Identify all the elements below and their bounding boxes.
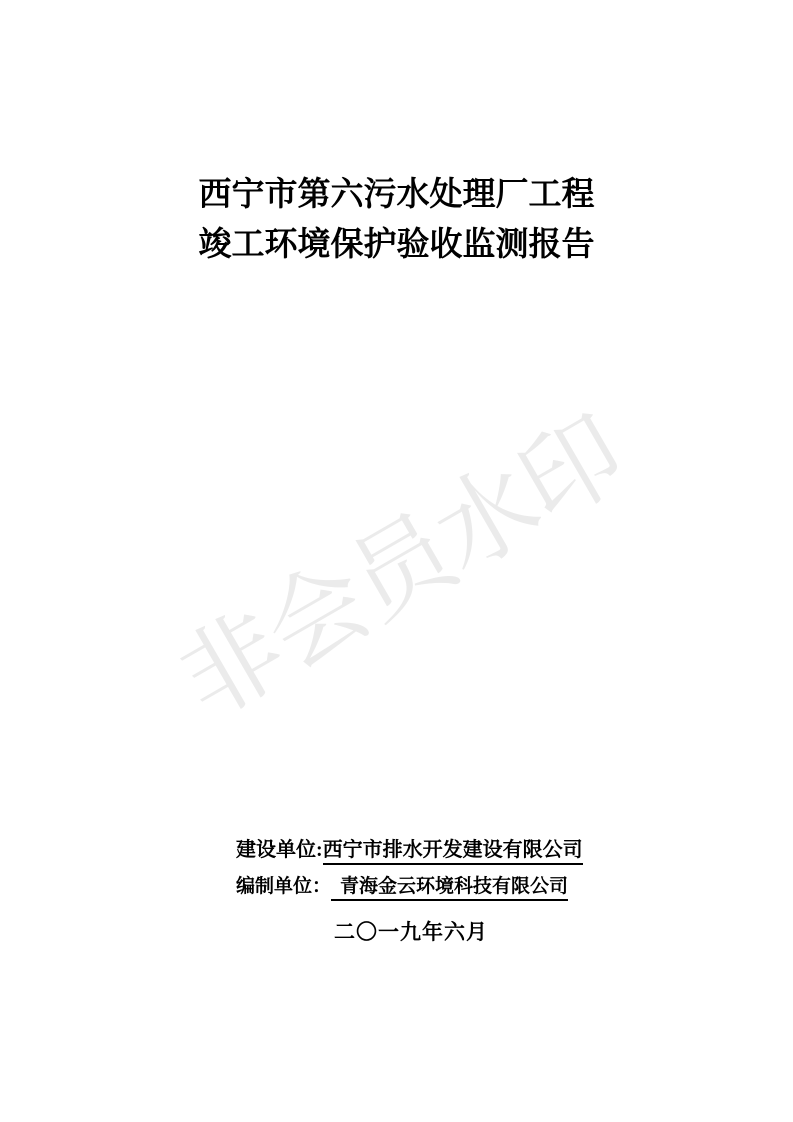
compiler-name: 青海金云环境科技有限公司 [340,876,569,897]
watermark-text: 非会员水印 [161,396,642,739]
builder-line [236,833,583,862]
builder-label: 建设单位: [236,839,323,861]
title-line-1: 西宁市第六污水处理厂工程 [198,177,595,213]
compiler-line [236,871,568,898]
document-title [0,170,793,270]
compiler-name-underline [331,876,568,901]
date-line: 二〇一九年六月 [334,920,488,944]
title-line-2: 竣工环境保护验收监测报告 [198,227,595,263]
compiler-label: 编制单位： [236,876,332,897]
builder-name: 西宁市排水开发建设有限公司 [323,839,583,865]
